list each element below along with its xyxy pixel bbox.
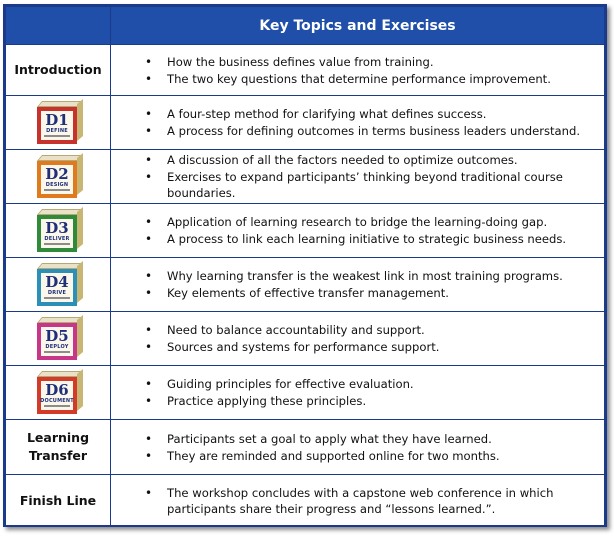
table-row-learning-transfer — [6, 420, 605, 475]
bullet-list — [111, 214, 604, 247]
bullet-item: • How the business defines value from training. — [167, 54, 600, 70]
row-label — [6, 366, 111, 420]
bullet-item: • The two key questions that determine performance improvement. — [167, 71, 600, 87]
d3-cube-icon — [33, 209, 83, 253]
row-content — [111, 96, 605, 150]
bullet-item: • They are reminded and supported online for two months. — [167, 448, 600, 464]
bullet-item: • Practice applying these principles. — [167, 393, 600, 409]
table-row-d3 — [6, 204, 605, 258]
topics-table-frame — [3, 4, 607, 527]
bullet-item: • Guiding principles for effective evaluation. — [167, 376, 600, 392]
d6-cube-icon — [33, 371, 83, 415]
cube-word: DEFINE — [46, 128, 68, 134]
bullet-list — [111, 322, 604, 355]
d5-cube-icon — [33, 317, 83, 361]
table-row-d5 — [6, 312, 605, 366]
cube-code: D6 — [45, 381, 69, 399]
row-content — [111, 258, 605, 312]
bullet-list — [111, 431, 604, 464]
header-row — [6, 7, 605, 45]
bullet-item: • A process for defining outcomes in terms business leaders understand. — [167, 123, 600, 139]
row-label-line2: Transfer — [28, 448, 88, 463]
d1-cube-icon — [33, 101, 83, 145]
row-content — [111, 45, 605, 96]
row-label — [6, 204, 111, 258]
bullet-item: • Participants set a goal to apply what they have learned. — [167, 431, 600, 447]
bullet-item: • Need to balance accountability and support. — [167, 322, 600, 338]
bullet-item: • Key elements of effective transfer management. — [167, 285, 600, 301]
cube-word: DESIGN — [45, 182, 69, 188]
row-label — [6, 150, 111, 204]
bullet-item: • A process to link each learning initiative to strategic business needs. — [167, 231, 600, 247]
bullet-item: • Sources and systems for performance support. — [167, 339, 600, 355]
bullet-item: • Exercises to expand participants’ thinking beyond traditional course boundaries. — [167, 169, 600, 201]
row-content — [111, 475, 605, 527]
cube-code: D5 — [45, 327, 69, 345]
bullet-item: • The workshop concludes with a capstone web conference in which participants share their progress and “lessons learned.”. — [167, 485, 600, 517]
cube-word: DRIVE — [47, 290, 67, 296]
bullet-list — [111, 376, 604, 409]
bullet-item: • A four-step method for clarifying what defines success. — [167, 106, 600, 122]
row-label: Introduction — [6, 45, 111, 96]
bullet-list — [111, 54, 604, 87]
cube-word: DEPLOY — [45, 344, 69, 350]
header-blank-cell — [6, 7, 111, 45]
row-label — [6, 420, 111, 475]
row-label — [6, 312, 111, 366]
row-content — [111, 204, 605, 258]
row-label — [6, 258, 111, 312]
cube-code: D1 — [45, 111, 69, 129]
table-row-d2 — [6, 150, 605, 204]
row-content — [111, 366, 605, 420]
d2-cube-icon — [33, 155, 83, 199]
cube-code: D2 — [45, 165, 69, 183]
table-row-finish-line — [6, 475, 605, 527]
table-row-d4 — [6, 258, 605, 312]
row-label: Finish Line — [6, 475, 111, 527]
cube-word: DELIVER — [44, 236, 70, 242]
bullet-list — [111, 106, 604, 139]
row-content — [111, 420, 605, 475]
row-label-line1: Learning — [26, 430, 90, 445]
bullet-list — [111, 268, 604, 301]
bullet-item: • Why learning transfer is the weakest link in most training programs. — [167, 268, 600, 284]
table-title: Key Topics and Exercises — [111, 7, 605, 45]
row-label — [6, 96, 111, 150]
topics-table — [5, 6, 605, 527]
cube-word: DOCUMENT — [40, 398, 74, 404]
cube-code: D3 — [45, 219, 69, 237]
row-content — [111, 150, 605, 204]
bullet-item: • A discussion of all the factors needed to optimize outcomes. — [167, 152, 600, 168]
row-content — [111, 312, 605, 366]
table-row-introduction — [6, 45, 605, 96]
d4-cube-icon — [33, 263, 83, 307]
bullet-list — [111, 152, 604, 201]
table-row-d1 — [6, 96, 605, 150]
bullet-item: • Application of learning research to bridge the learning-doing gap. — [167, 214, 600, 230]
bullet-list — [111, 485, 604, 517]
cube-code: D4 — [45, 273, 69, 291]
table-row-d6 — [6, 366, 605, 420]
